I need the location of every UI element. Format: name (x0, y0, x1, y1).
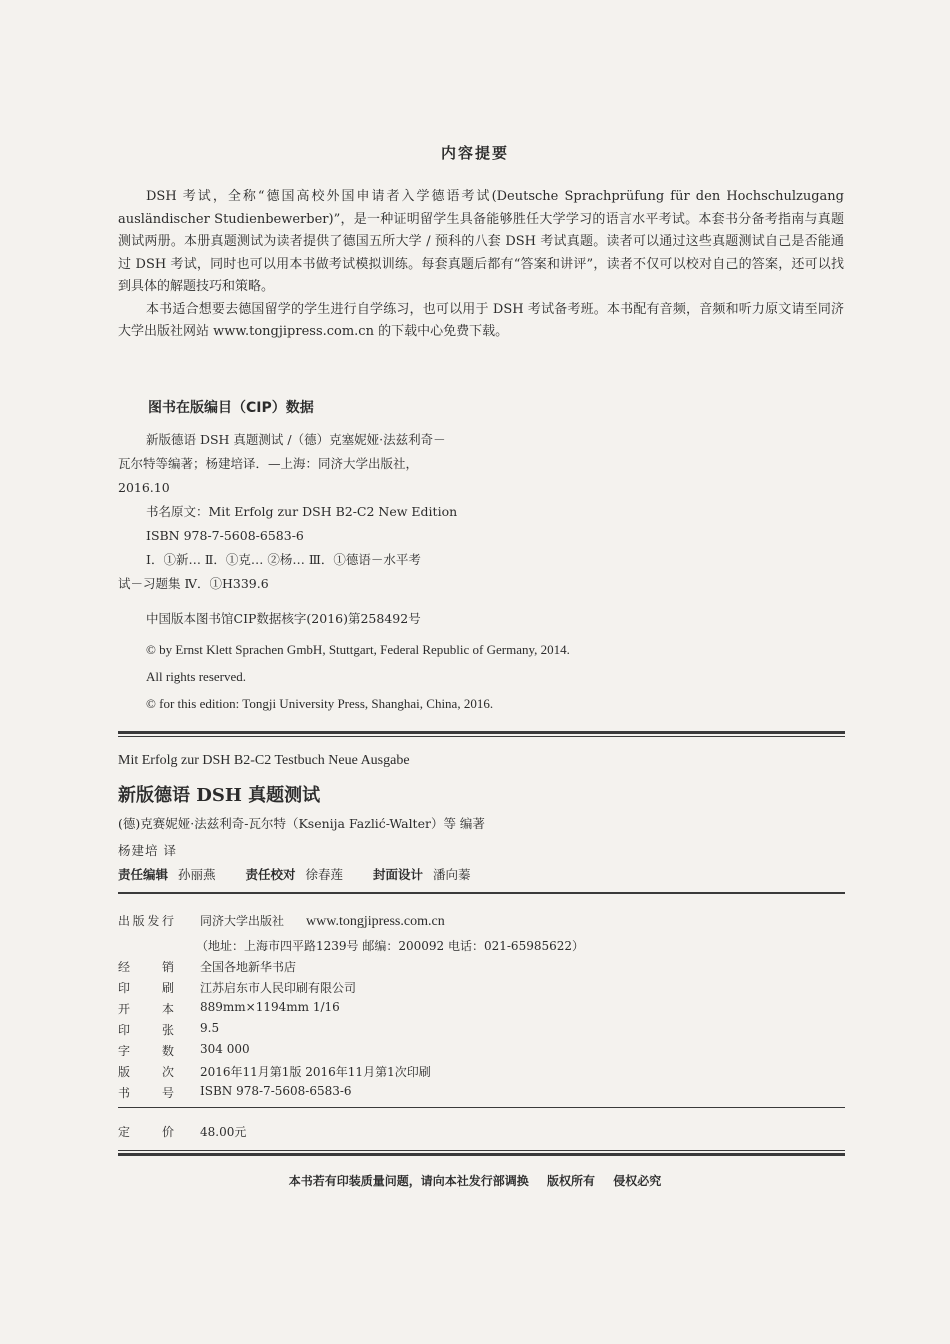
pub-label: 书号 (118, 1086, 174, 1100)
divider (118, 731, 845, 734)
cip-title: 图书在版编目（CIP）数据 (148, 400, 314, 416)
book-translator: 杨建培 译 (118, 843, 177, 858)
pub-value: 304 000 (200, 1042, 250, 1056)
editor-role: 责任编辑 (118, 867, 169, 882)
divider (118, 892, 845, 894)
editor-role: 封面设计 (373, 867, 424, 882)
price-label: 定价 (118, 1125, 174, 1139)
book-title: 新版德语 DSH 真题测试 (118, 785, 321, 806)
pub-label: 字数 (118, 1044, 174, 1058)
pub-value: （地址：上海市四平路1239号 邮编：200092 电话：021-65985622） (196, 939, 585, 953)
pub-value: ISBN 978-7-5608-6583-6 (200, 1084, 352, 1098)
pub-label: 出版发行 (118, 914, 174, 928)
editorial-credits (118, 865, 497, 883)
pub-value: 889mm×1194mm 1/16 (200, 1000, 340, 1014)
pub-label: 经销 (118, 960, 174, 974)
publisher-website: www.tongjipress.com.cn (306, 914, 445, 929)
divider (118, 1153, 845, 1156)
footer-note (0, 1172, 950, 1189)
editor-name: 徐春莲 (305, 867, 344, 882)
original-book-title: Mit Erfolg zur DSH B2-C2 Testbuch Neue Ausgabe (118, 753, 410, 768)
price-value: 48.00元 (200, 1125, 247, 1139)
cip-number: 中国版本图书馆CIP数据核字(2016)第258492号 (146, 611, 421, 626)
editor-role: 责任校对 (245, 867, 296, 882)
pub-value: 同济大学出版社 (200, 914, 285, 928)
pub-value: 全国各地新华书店 (200, 960, 297, 974)
pub-label: 开本 (118, 1002, 174, 1016)
cip-classification-line: Ⅰ．①新… Ⅱ．①克… ②杨… Ⅲ．①德语－水平考 (146, 552, 421, 567)
pub-label: 印刷 (118, 981, 174, 995)
cip-entry-line: 2016.10 (118, 480, 170, 495)
pub-label: 版次 (118, 1065, 174, 1079)
divider (118, 1150, 845, 1151)
quality-notice: 本书若有印装质量问题，请向本社发行部调换 (288, 1174, 529, 1188)
summary-paragraph: 本书适合想要去德国留学的学生进行自学练习，也可以用于 DSH 考试备考班。本书配有音频，音频和听力原文请至同济大学出版社网站 www.tongjipress.com.cn 的下载中心免费下载。 (118, 301, 844, 339)
divider (118, 736, 845, 737)
pub-label: 印张 (118, 1023, 174, 1037)
cip-isbn: ISBN 978-7-5608-6583-6 (146, 528, 304, 543)
pub-value: 2016年11月第1版 2016年11月第1次印刷 (200, 1065, 431, 1079)
summary-title: 内容提要 (440, 144, 509, 162)
cip-entry-line: 瓦尔特等编著；杨建培译．—上海：同济大学出版社， (118, 456, 419, 471)
cip-original-title: 书名原文：Mit Erfolg zur DSH B2-C2 New Edition (146, 504, 458, 519)
copyright-line: All rights reserved. (146, 669, 247, 684)
book-authors: (德)克赛妮娅·法兹利奇-瓦尔特（Ksenija Fazlić-Walter）等 编著 (118, 816, 485, 831)
summary-paragraph: DSH 考试，全称“德国高校外国申请者入学德语考试(Deutsche Sprachprüfung für den Hochschulzugang ausländischer Studienbewerber)”，是一种证明留学生具备能够胜任大学学习的语言水平考试。本套书分备考指南与真题测试两册。本册真题测试为读者提供了德国五所大学 / 预科的八套 DSH 考试真题。读者可以通过这些真题测试自己是否能通过 DSH 考试，同时也可以用本书做考试模拟训练。每套真题后都有“答案和讲评”，读者不仅可以校对自己的答案，还可以找到具体的解题技巧和策略。 (118, 189, 844, 294)
editor-name: 潘向蓁 (433, 867, 471, 882)
cip-entry-line: 新版德语 DSH 真题测试 /（德）克塞妮娅·法兹利奇－ (146, 432, 446, 447)
rights-text: 侵权必究 (613, 1174, 662, 1188)
pub-value: 9.5 (200, 1021, 220, 1035)
cip-classification-line: 试－习题集 Ⅳ．①H339.6 (118, 576, 269, 591)
editor-name: 孙丽燕 (178, 867, 216, 882)
divider (118, 1107, 845, 1108)
copyright-line: © for this edition: Tongji University Press, Shanghai, China, 2016. (146, 696, 494, 711)
copyright-line: © by Ernst Klett Sprachen GmbH, Stuttgart, Federal Republic of Germany, 2014. (146, 642, 570, 657)
pub-value: 江苏启东市人民印刷有限公司 (200, 981, 357, 995)
summary-text (118, 186, 844, 344)
cip-entry (118, 428, 538, 596)
rights-text: 版权所有 (546, 1174, 595, 1188)
